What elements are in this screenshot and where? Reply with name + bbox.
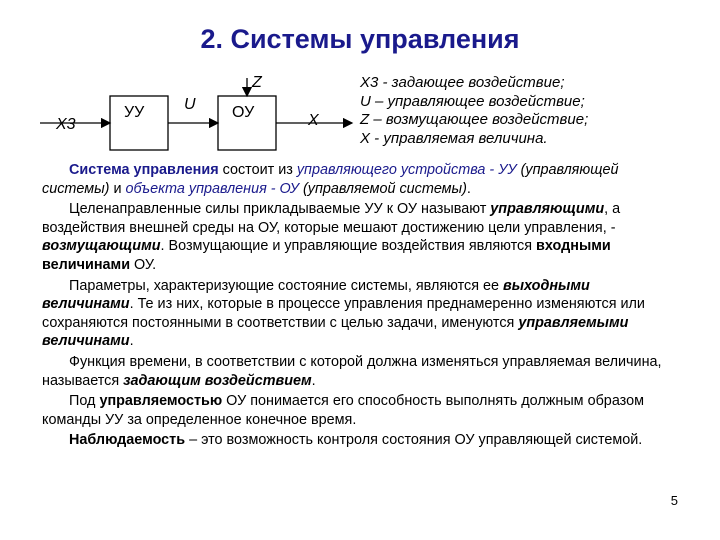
- term-reference-input: задающим воздействием: [123, 372, 312, 389]
- legend-item: U – управляющее воздействие;: [360, 92, 585, 110]
- text-span: Целенаправленные силы прикладываемые УУ к ОУ называют: [69, 201, 491, 218]
- block-diagram: [40, 66, 360, 156]
- text-span: Параметры, характеризующие состояние системы, являются ее: [69, 277, 504, 294]
- paragraph-outputs: [42, 277, 682, 351]
- text-span: ОУ понимается его способность выполнять должным образом команды УУ за определенное конечное время.: [42, 393, 644, 428]
- controller-label: УУ: [124, 104, 145, 121]
- term-observability: Наблюдаемость: [69, 432, 186, 449]
- legend-item: X3 - задающее воздействие;: [360, 74, 565, 91]
- page-number: 5: [670, 493, 678, 508]
- slide-title: 2. Системы управления: [200, 24, 520, 54]
- term-control-system: Система управления: [69, 162, 219, 178]
- input-label: X3: [56, 116, 76, 133]
- text-span: Функция времени, в соответствии с которой должна изменяться управляемая величина, называется: [42, 353, 662, 389]
- paragraph-reference: [42, 353, 682, 390]
- text-span: ОУ.: [130, 256, 157, 273]
- term-object: объекта управления - ОУ: [125, 180, 299, 197]
- text-span: и: [109, 180, 126, 197]
- term-controlling: управляющими: [490, 201, 605, 218]
- term-output-values: выходными величинами: [42, 277, 590, 313]
- text-span: .: [466, 180, 471, 197]
- paragraph-influences: [42, 200, 682, 274]
- text-span: , а воздействия внешней среды на ОУ, которые мешают достижению цели управления, -: [42, 201, 621, 236]
- text-span: .: [129, 333, 134, 350]
- text-span: . Те из них, которые в процессе управления преднамеренно изменяются или сохраняются постоянными в соответствии с целью задачи, именуются: [42, 296, 645, 331]
- legend-item: Z – возмущающее воздействие;: [360, 111, 589, 128]
- text-span: (управляемой системы): [298, 180, 467, 197]
- term-disturbing: возмущающими: [42, 238, 161, 255]
- term-controlled-values: управляемыми величинами: [42, 314, 629, 350]
- legend-item: X - управляемая величина.: [360, 129, 548, 147]
- control-label: U: [184, 96, 196, 113]
- object-label: ОУ: [232, 104, 255, 121]
- disturbance-label: Z: [252, 74, 262, 91]
- paragraph-definition: [42, 161, 682, 198]
- text-span: состоит из: [218, 162, 297, 178]
- term-controller: управляющего устройства - УУ: [296, 162, 517, 178]
- text-span: . Возмущающие и управляющие воздействия являются: [160, 238, 537, 255]
- paragraph-observability: [42, 431, 682, 450]
- output-label: X: [308, 112, 319, 129]
- diagram-legend: [360, 74, 588, 148]
- paragraph-controllability: [42, 392, 682, 429]
- diagram-lines: [40, 66, 360, 156]
- term-input-values: входными величинами: [42, 238, 611, 273]
- text-span: (управляющей системы): [42, 162, 619, 197]
- text-span: – это возможность контроля состояния ОУ управляющей системой.: [185, 432, 643, 449]
- text-span: .: [311, 372, 316, 389]
- text-span: Под: [69, 393, 100, 410]
- term-controllability: управляемостью: [99, 393, 223, 410]
- body-text: [42, 161, 682, 452]
